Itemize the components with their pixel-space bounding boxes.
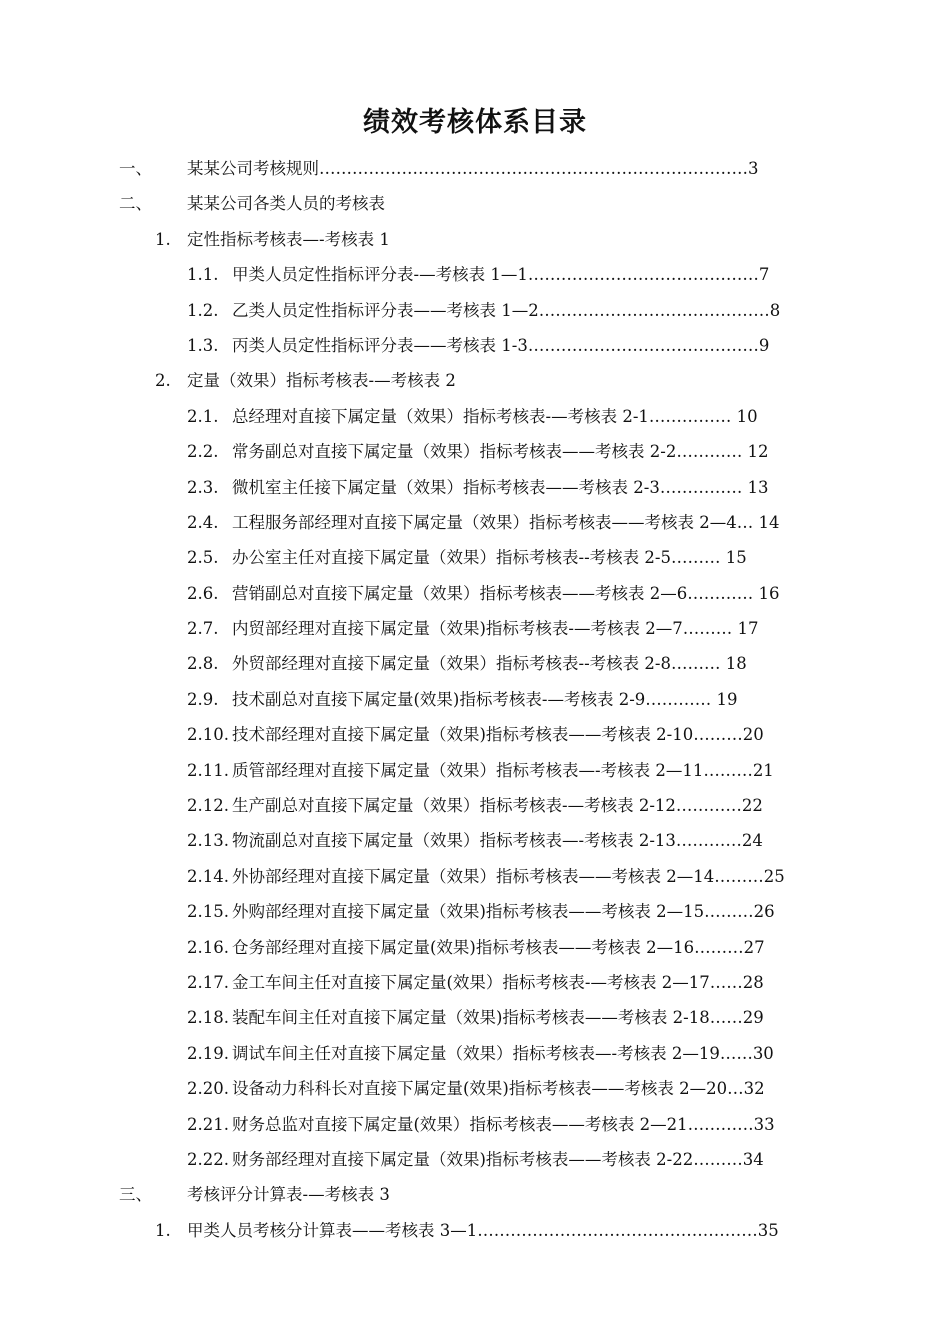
toc-entry-text: 总经理对直接下属定量（效果）指标考核表-—考核表 2-1…………… 10 [232, 406, 758, 426]
toc-entry-number: 2.14. [187, 866, 229, 886]
toc-entry-text: 装配车间主任对直接下属定量（效果)指标考核表——考核表 2-18……29 [232, 1008, 764, 1028]
toc-entry[interactable] [0, 151, 950, 186]
toc-entry[interactable] [0, 540, 950, 575]
toc-entry[interactable] [0, 823, 950, 858]
toc-entry[interactable] [0, 1177, 950, 1212]
toc-entry-number: 2.13. [187, 831, 229, 851]
toc-entry-number: 2.2. [187, 442, 219, 462]
toc-entry[interactable] [0, 717, 950, 752]
toc-entry[interactable] [0, 753, 950, 788]
toc-entry-number: 2.8. [187, 654, 219, 674]
toc-entry-text: 财务总监对直接下属定量(效果）指标考核表——考核表 2—21…………33 [232, 1114, 775, 1134]
toc-entry-number: 1. [155, 1220, 171, 1240]
toc-entry-text: 工程服务部经理对直接下属定量（效果）指标考核表——考核表 2—4… 14 [232, 512, 780, 532]
toc-entry-text: 某某公司各类人员的考核表 [187, 194, 385, 214]
toc-entry-text: 定性指标考核表—-考核表 1 [187, 229, 390, 249]
toc-entry-number: 1. [155, 229, 171, 249]
table-of-contents [0, 151, 950, 1248]
toc-entry[interactable] [0, 328, 950, 363]
toc-entry[interactable] [0, 505, 950, 540]
toc-entry[interactable] [0, 859, 950, 894]
toc-entry-number: 2.22. [187, 1149, 229, 1169]
toc-entry-number: 三、 [119, 1185, 152, 1205]
toc-entry-number: 1.2. [187, 300, 219, 320]
toc-entry-text: 外协部经理对直接下属定量（效果）指标考核表——考核表 2—14………25 [232, 866, 785, 886]
toc-entry-number: 2.9. [187, 689, 219, 709]
toc-entry-text: 财务部经理对直接下属定量（效果)指标考核表——考核表 2-22………34 [232, 1149, 764, 1169]
toc-entry-text: 丙类人员定性指标评分表——考核表 1-3……………………………………9 [232, 335, 770, 355]
toc-entry-text: 营销副总对直接下属定量（效果）指标考核表——考核表 2—6………… 16 [232, 583, 780, 603]
toc-entry[interactable] [0, 611, 950, 646]
toc-entry-text: 技术部经理对直接下属定量（效果)指标考核表——考核表 2-10………20 [232, 725, 764, 745]
toc-entry-number: 2.21. [187, 1114, 229, 1134]
toc-entry[interactable] [0, 1213, 950, 1248]
toc-entry-text: 考核评分计算表-—考核表 3 [187, 1185, 390, 1205]
toc-entry-number: 2.16. [187, 937, 229, 957]
toc-entry-text: 内贸部经理对直接下属定量（效果)指标考核表-—考核表 2—7……… 17 [232, 619, 759, 639]
toc-entry[interactable] [0, 576, 950, 611]
toc-entry-number: 2.11. [187, 760, 229, 780]
toc-entry-text: 外贸部经理对直接下属定量（效果）指标考核表--考核表 2-8……… 18 [232, 654, 747, 674]
toc-entry-text: 甲类人员定性指标评分表-—考核表 1—1……………………………………7 [232, 265, 770, 285]
toc-entry-text: 技术副总对直接下属定量(效果)指标考核表-—考核表 2-9………… 19 [232, 689, 738, 709]
toc-entry-text: 定量（效果）指标考核表-—考核表 2 [187, 371, 456, 391]
toc-entry-number: 2.18. [187, 1008, 229, 1028]
toc-entry-text: 生产副总对直接下属定量（效果）指标考核表-—考核表 2-12…………22 [232, 796, 763, 816]
toc-entry-text: 仓务部经理对直接下属定量(效果)指标考核表——考核表 2—16………27 [232, 937, 765, 957]
toc-entry-number: 2.4. [187, 512, 219, 532]
toc-entry[interactable] [0, 1000, 950, 1035]
toc-entry-text: 乙类人员定性指标评分表——考核表 1—2……………………………………8 [232, 300, 781, 320]
toc-entry-text: 甲类人员考核分计算表——考核表 3—1……………………………………………35 [187, 1220, 779, 1240]
toc-entry-number: 2.20. [187, 1079, 229, 1099]
toc-entry[interactable] [0, 293, 950, 328]
toc-entry[interactable] [0, 470, 950, 505]
toc-entry-text: 金工车间主任对直接下属定量(效果）指标考核表-—考核表 2—17……28 [232, 972, 764, 992]
toc-entry-number: 2.10. [187, 725, 229, 745]
toc-entry-number: 一、 [119, 159, 152, 178]
toc-entry-number: 2.12. [187, 796, 229, 816]
toc-entry-number: 2.7. [187, 619, 219, 639]
toc-entry[interactable] [0, 1071, 950, 1106]
document-title: 绩效考核体系目录 [363, 107, 587, 138]
toc-entry[interactable] [0, 222, 950, 257]
toc-entry-text: 调试车间主任对直接下属定量（效果）指标考核表—-考核表 2—19……30 [232, 1043, 774, 1063]
toc-entry[interactable] [0, 434, 950, 469]
toc-entry-text: 办公室主任对直接下属定量（效果）指标考核表--考核表 2-5……… 15 [232, 548, 747, 568]
toc-entry-number: 2.1. [187, 406, 219, 426]
toc-entry[interactable] [0, 930, 950, 965]
toc-entry-number: 2.3. [187, 477, 219, 497]
toc-entry[interactable] [0, 788, 950, 823]
toc-entry[interactable] [0, 257, 950, 292]
toc-entry[interactable] [0, 1142, 950, 1177]
toc-entry[interactable] [0, 1107, 950, 1142]
toc-entry[interactable] [0, 965, 950, 1000]
toc-entry[interactable] [0, 363, 950, 398]
toc-entry[interactable] [0, 682, 950, 717]
toc-entry[interactable] [0, 646, 950, 681]
toc-entry[interactable] [0, 894, 950, 929]
toc-entry-number: 2.5. [187, 548, 219, 568]
toc-entry-number: 2.19. [187, 1043, 229, 1063]
toc-entry-text: 质管部经理对直接下属定量（效果）指标考核表—-考核表 2—11………21 [232, 760, 774, 780]
toc-entry-number: 1.3. [187, 335, 219, 355]
toc-entry[interactable] [0, 186, 950, 221]
toc-entry[interactable] [0, 399, 950, 434]
toc-entry-number: 1.1. [187, 265, 219, 285]
toc-entry-text: 设备动力科科长对直接下属定量(效果)指标考核表——考核表 2—20…32 [232, 1079, 765, 1099]
toc-entry[interactable] [0, 1036, 950, 1071]
toc-entry-number: 2.15. [187, 902, 229, 922]
toc-entry-number: 2. [155, 371, 171, 391]
toc-entry-text: 物流副总对直接下属定量（效果）指标考核表—-考核表 2-13…………24 [232, 831, 763, 851]
toc-entry-text: 常务副总对直接下属定量（效果）指标考核表——考核表 2-2………… 12 [232, 442, 769, 462]
toc-entry-text: 某某公司考核规则……………………………………………………………………3 [187, 159, 759, 178]
toc-entry-number: 2.17. [187, 972, 229, 992]
toc-entry-text: 微机室主任接下属定量（效果）指标考核表——考核表 2-3…………… 13 [232, 477, 769, 497]
toc-entry-number: 2.6. [187, 583, 219, 603]
toc-entry-number: 二、 [119, 194, 152, 214]
toc-entry-text: 外购部经理对直接下属定量（效果)指标考核表——考核表 2—15………26 [232, 902, 775, 922]
